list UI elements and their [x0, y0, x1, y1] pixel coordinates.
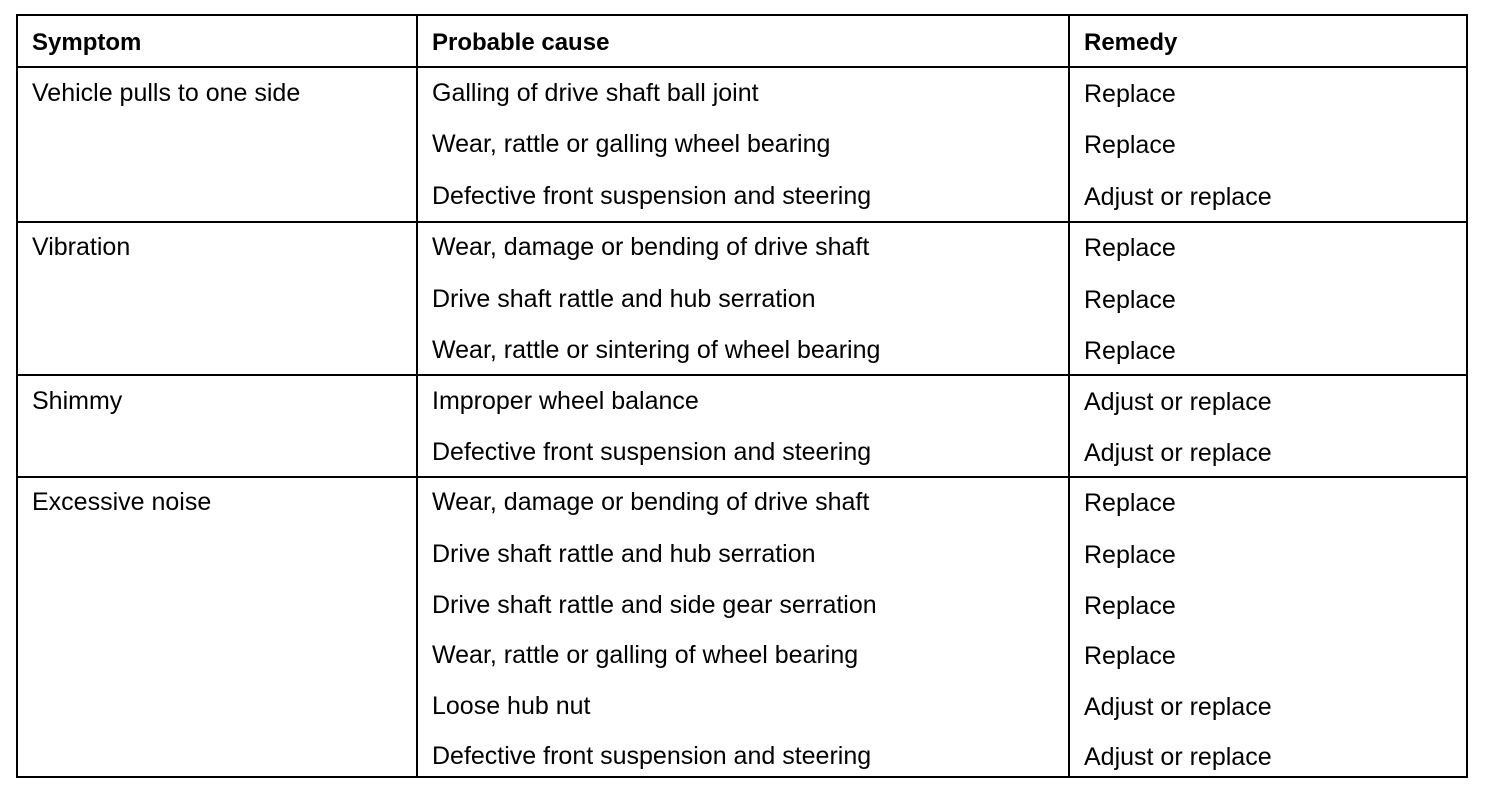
remedy-cell: Replace: [1084, 286, 1176, 314]
group-divider-3: [18, 476, 1466, 478]
cause-cell: Wear, damage or bending of drive shaft: [432, 488, 870, 516]
remedy-cell: Replace: [1084, 489, 1176, 517]
header-divider: [18, 66, 1466, 68]
remedy-cell: Adjust or replace: [1084, 388, 1272, 416]
remedy-cell: Replace: [1084, 80, 1176, 108]
cause-cell: Drive shaft rattle and hub serration: [432, 285, 816, 313]
cause-cell: Wear, rattle or galling of wheel bearing: [432, 641, 859, 669]
remedy-cell: Replace: [1084, 337, 1176, 365]
cause-cell: Drive shaft rattle and side gear serration: [432, 591, 877, 619]
group-divider-1: [18, 221, 1466, 223]
header-remedy: Remedy: [1084, 29, 1178, 56]
column-divider-remedy: [1068, 16, 1070, 776]
group-divider-2: [18, 374, 1466, 376]
cause-cell: Wear, damage or bending of drive shaft: [432, 233, 870, 261]
cause-cell: Defective front suspension and steering: [432, 182, 872, 210]
cause-cell: Wear, rattle or galling wheel bearing: [432, 130, 831, 158]
cause-cell: Defective front suspension and steering: [432, 742, 872, 770]
symptom-cell: Vehicle pulls to one side: [32, 79, 301, 107]
header-probable-cause: Probable cause: [432, 29, 610, 56]
cause-cell: Galling of drive shaft ball joint: [432, 79, 759, 107]
symptom-cell: Shimmy: [32, 387, 123, 415]
cause-cell: Defective front suspension and steering: [432, 438, 872, 466]
cause-cell: Wear, rattle or sintering of wheel bearing: [432, 336, 881, 364]
remedy-cell: Adjust or replace: [1084, 743, 1272, 771]
remedy-cell: Replace: [1084, 541, 1176, 569]
remedy-cell: Adjust or replace: [1084, 183, 1272, 211]
remedy-cell: Replace: [1084, 592, 1176, 620]
cause-cell: Drive shaft rattle and hub serration: [432, 540, 816, 568]
remedy-cell: Replace: [1084, 131, 1176, 159]
header-symptom: Symptom: [32, 29, 142, 56]
column-divider-cause: [416, 16, 418, 776]
remedy-cell: Adjust or replace: [1084, 693, 1272, 721]
cause-cell: Loose hub nut: [432, 692, 591, 720]
remedy-cell: Adjust or replace: [1084, 439, 1272, 467]
troubleshooting-table: [16, 14, 1468, 778]
cause-cell: Improper wheel balance: [432, 387, 699, 415]
symptom-cell: Vibration: [32, 233, 131, 261]
remedy-cell: Replace: [1084, 642, 1176, 670]
symptom-cell: Excessive noise: [32, 488, 212, 516]
remedy-cell: Replace: [1084, 234, 1176, 262]
